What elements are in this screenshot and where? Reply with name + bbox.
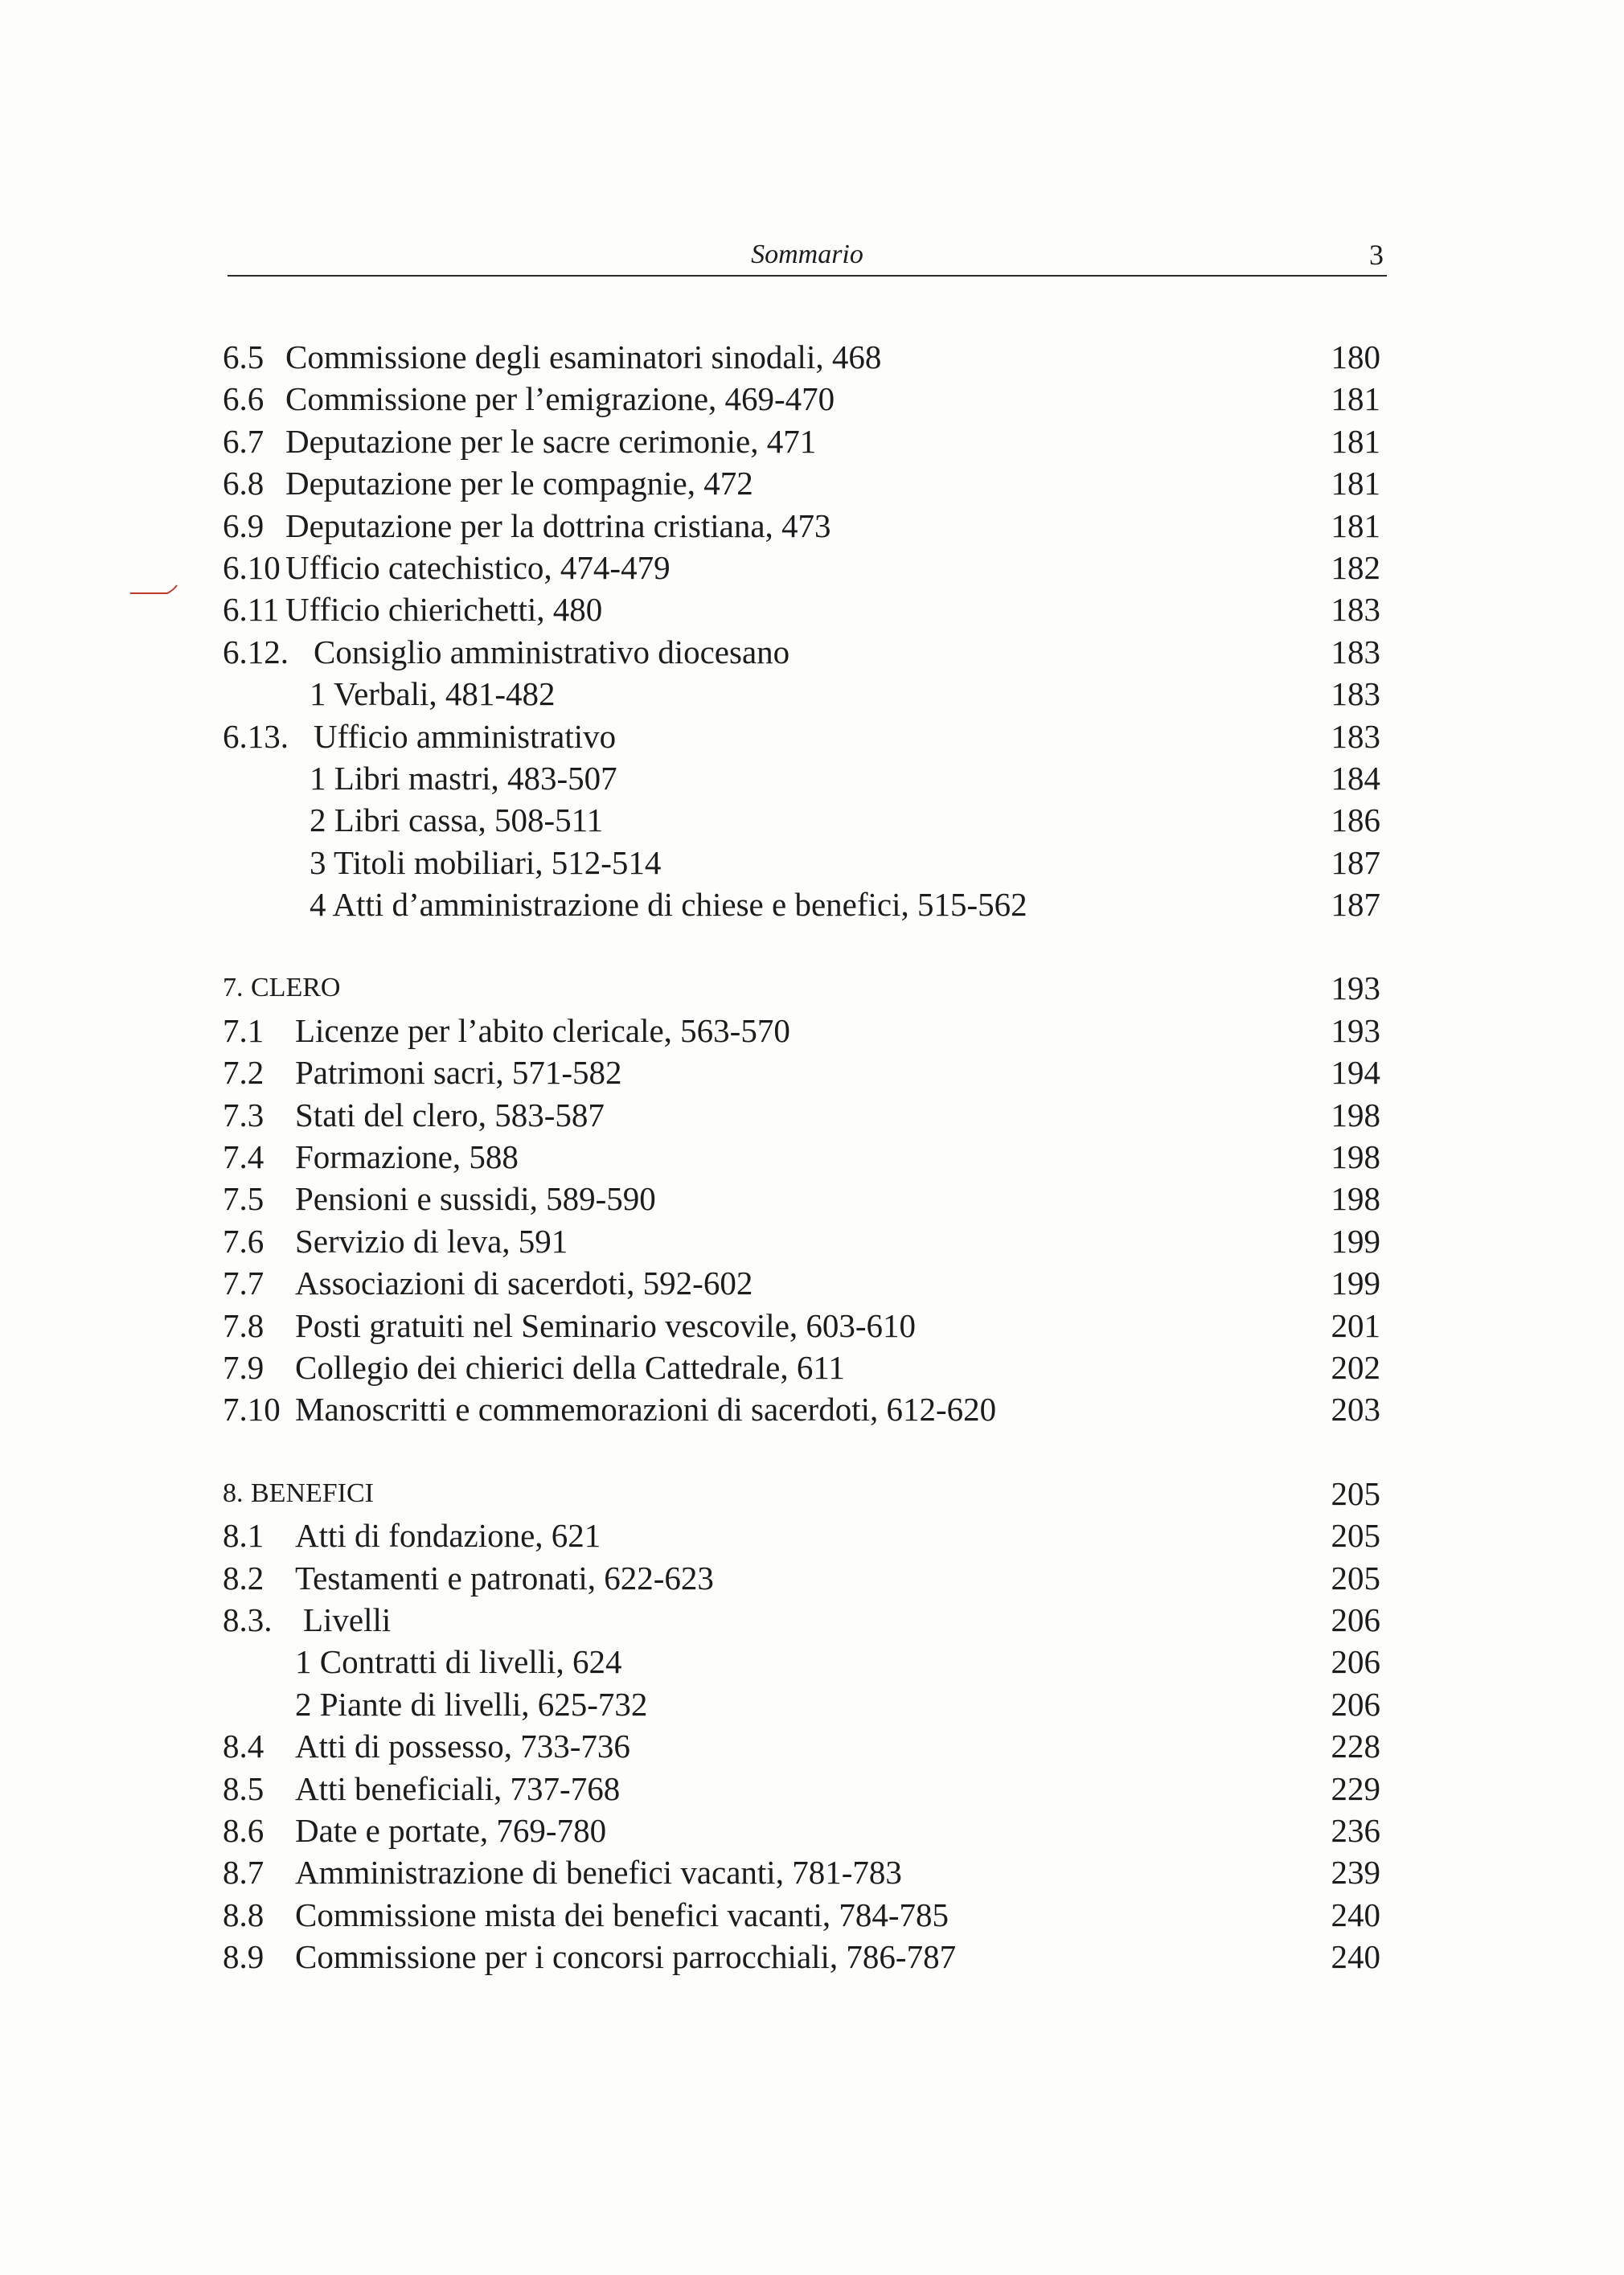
toc-page-number: 186 [1331, 801, 1380, 839]
toc-page-number: 205 [1331, 1474, 1380, 1512]
toc-entry [223, 420, 1380, 462]
toc-entry-title: Atti beneficiali, 737-768 [295, 1769, 621, 1807]
toc-entry [223, 1810, 1380, 1851]
toc-entry [223, 1178, 1380, 1219]
toc-page-number: 181 [1331, 465, 1380, 502]
toc-entry [223, 631, 1380, 673]
toc-section-heading [223, 967, 1380, 1009]
toc-page-number: 187 [1331, 843, 1380, 881]
toc-entry-number: 8.6 [223, 1811, 265, 1849]
toc-section-heading [223, 1473, 1380, 1515]
toc-entry-number: 7. [223, 973, 244, 1003]
toc-page-number: 181 [1331, 380, 1380, 418]
toc-entry-title: Atti di fondazione, 621 [295, 1517, 601, 1555]
toc-entry-number: 8. [223, 1478, 244, 1508]
toc-page-number: 183 [1331, 591, 1380, 629]
toc-entry-number: 7.5 [223, 1180, 265, 1218]
toc-entry-title: BENEFICI [251, 1478, 374, 1508]
toc-entry [223, 547, 1380, 588]
toc-entry-number: 7.9 [223, 1348, 265, 1386]
toc-page-number: 203 [1331, 1391, 1380, 1429]
toc-entry-title: Servizio di leva, 591 [295, 1222, 568, 1260]
section-spacer [223, 1431, 1380, 1473]
toc-entry-number: 6.6 [223, 380, 265, 418]
toc-entry-number: 7.8 [223, 1306, 265, 1344]
toc-entry [223, 462, 1380, 504]
toc-entry-title: Licenze per l’abito clericale, 563-570 [295, 1011, 790, 1049]
toc-page-number: 228 [1331, 1728, 1380, 1765]
toc-page-number: 198 [1331, 1180, 1380, 1218]
toc-entry [223, 1683, 1380, 1725]
toc-page-number: 236 [1331, 1811, 1380, 1849]
toc-entry-title: CLERO [251, 973, 341, 1003]
toc-entry [223, 715, 1380, 757]
toc-entry [223, 1305, 1380, 1347]
toc-entry [223, 378, 1380, 420]
toc-entry [223, 1220, 1380, 1262]
toc-entry-title: Livelli [303, 1601, 392, 1638]
toc-entry [223, 1094, 1380, 1136]
toc-page-number: 198 [1331, 1138, 1380, 1176]
toc-page-number: 193 [1331, 969, 1380, 1007]
toc-entry [223, 1851, 1380, 1893]
toc-entry-title: Associazioni di sacerdoti, 592-602 [295, 1265, 753, 1302]
toc-entry-number: 7.3 [223, 1096, 265, 1133]
toc-entry [223, 1388, 1380, 1430]
toc-page-number: 181 [1331, 506, 1380, 544]
toc-page-number: 202 [1331, 1348, 1380, 1386]
toc-entry-title: Ufficio chierichetti, 480 [285, 591, 603, 629]
toc-page-number: 240 [1331, 1896, 1380, 1933]
toc-entry [223, 588, 1380, 630]
toc-entry-number: 7.1 [223, 1011, 265, 1049]
toc-page-number: 183 [1331, 675, 1380, 713]
margin-pen-mark-icon [129, 584, 178, 598]
header-page-number: 3 [1369, 239, 1384, 271]
toc-page-number: 193 [1331, 1011, 1380, 1049]
toc-entry [223, 1347, 1380, 1388]
toc-page-number: 240 [1331, 1938, 1380, 1976]
toc-entry [223, 1515, 1380, 1556]
toc-entry [223, 842, 1380, 883]
section-spacer [223, 925, 1380, 967]
toc-entry [223, 1599, 1380, 1641]
toc-entry [223, 757, 1380, 799]
toc-entry [223, 1010, 1380, 1051]
toc-page-number: 194 [1331, 1054, 1380, 1092]
toc-entry [223, 799, 1380, 841]
toc-page-number: 199 [1331, 1222, 1380, 1260]
toc-entry [223, 1051, 1380, 1093]
toc-page-number: 182 [1331, 548, 1380, 586]
toc-entry-number: 7.4 [223, 1138, 265, 1176]
toc-page-number: 180 [1331, 338, 1380, 375]
toc-entry [223, 1894, 1380, 1936]
toc-entry-title: Deputazione per la dottrina cristiana, 473 [285, 506, 831, 544]
toc-entry [223, 1768, 1380, 1810]
toc-entry-title: 1 Libri mastri, 483-507 [310, 759, 617, 797]
toc-page-number: 205 [1331, 1517, 1380, 1555]
toc-entry-number: 6.13. [223, 717, 289, 755]
toc-entry-title: 4 Atti d’amministrazione di chiese e benefici, 515-562 [310, 886, 1027, 924]
toc-page-number: 239 [1331, 1854, 1380, 1892]
toc-entry-title: Deputazione per le compagnie, 472 [285, 465, 753, 502]
toc-entry-title: Atti di possesso, 733-736 [295, 1728, 630, 1765]
toc-entry-title: Posti gratuiti nel Seminario vescovile, 603-610 [295, 1306, 917, 1344]
toc-entry-title: Consiglio amministrativo diocesano [314, 633, 790, 670]
toc-entry-title: Collegio dei chierici della Cattedrale, 611 [295, 1348, 845, 1386]
toc-page-number: 206 [1331, 1685, 1380, 1723]
toc-entry-title: Commissione per l’emigrazione, 469-470 [285, 380, 835, 418]
toc-entry-number: 8.8 [223, 1896, 265, 1933]
toc-entry-title: Ufficio amministrativo [314, 717, 617, 755]
toc-entry-number: 8.9 [223, 1938, 265, 1976]
toc-entry-title: 1 Contratti di livelli, 624 [295, 1643, 622, 1681]
toc-entry-title: 2 Piante di livelli, 625-732 [295, 1685, 648, 1723]
toc-entry [223, 883, 1380, 925]
toc-entry-number: 6.12. [223, 633, 289, 670]
toc-entry-number: 6.7 [223, 422, 265, 460]
toc-entry-title: 3 Titoli mobiliari, 512-514 [310, 843, 662, 881]
toc-entry-number: 7.6 [223, 1222, 265, 1260]
toc-page-number: 198 [1331, 1096, 1380, 1133]
toc-entry [223, 336, 1380, 378]
toc-entry-title: Commissione per i concorsi parrocchiali, 786-787 [295, 1938, 957, 1976]
toc-entry [223, 1936, 1380, 1978]
toc-entry [223, 1262, 1380, 1304]
toc-entry-title: Stati del clero, 583-587 [295, 1096, 605, 1133]
toc-entry [223, 505, 1380, 547]
toc-entry-title: Pensioni e sussidi, 589-590 [295, 1180, 656, 1218]
toc-entry-title: Date e portate, 769-780 [295, 1811, 607, 1849]
toc-entry-number: 7.7 [223, 1265, 265, 1302]
toc-entry-number: 8.2 [223, 1559, 265, 1597]
toc-entry [223, 1136, 1380, 1178]
toc-entry [223, 1641, 1380, 1683]
toc-entry-number: 6.10 [223, 548, 281, 586]
toc-entry-title: 1 Verbali, 481-482 [310, 675, 556, 713]
toc-page-number: 181 [1331, 422, 1380, 460]
toc-entry-number: 8.7 [223, 1854, 265, 1892]
table-of-contents [223, 336, 1380, 1978]
toc-entry-title: Amministrazione di benefici vacanti, 781-783 [295, 1854, 902, 1892]
running-header [228, 235, 1387, 277]
toc-page-number: 206 [1331, 1643, 1380, 1681]
toc-entry-title: Patrimoni sacri, 571-582 [295, 1054, 622, 1092]
toc-page-number: 183 [1331, 633, 1380, 670]
toc-entry-number: 6.5 [223, 338, 265, 375]
toc-entry-number: 8.3. [223, 1601, 273, 1638]
toc-entry [223, 1557, 1380, 1599]
toc-page-number: 183 [1331, 717, 1380, 755]
toc-entry [223, 1725, 1380, 1767]
toc-page-number: 229 [1331, 1769, 1380, 1807]
toc-entry-number: 8.4 [223, 1728, 265, 1765]
toc-entry-number: 6.8 [223, 465, 265, 502]
toc-entry-title: Manoscritti e commemorazioni di sacerdoti, 612-620 [295, 1391, 997, 1429]
toc-page-number: 201 [1331, 1306, 1380, 1344]
toc-entry-title: 2 Libri cassa, 508-511 [310, 801, 604, 839]
toc-entry-title: Deputazione per le sacre cerimonie, 471 [285, 422, 817, 460]
header-title: Sommario [751, 240, 863, 269]
toc-page-number: 206 [1331, 1601, 1380, 1638]
toc-entry-title: Commissione degli esaminatori sinodali, 468 [285, 338, 882, 375]
toc-entry-title: Ufficio catechistico, 474-479 [285, 548, 671, 586]
toc-entry-number: 8.5 [223, 1769, 265, 1807]
toc-page-number: 205 [1331, 1559, 1380, 1597]
toc-page-number: 184 [1331, 759, 1380, 797]
toc-entry-title: Commissione mista dei benefici vacanti, 784-785 [295, 1896, 949, 1933]
toc-page-number: 199 [1331, 1265, 1380, 1302]
toc-entry-number: 7.10 [223, 1391, 281, 1429]
toc-entry-number: 8.1 [223, 1517, 265, 1555]
toc-entry-number: 6.9 [223, 506, 265, 544]
toc-entry-number: 6.11 [223, 591, 280, 629]
toc-entry-title: Formazione, 588 [295, 1138, 519, 1176]
toc-entry [223, 673, 1380, 715]
toc-entry-number: 7.2 [223, 1054, 265, 1092]
toc-page-number: 187 [1331, 886, 1380, 924]
toc-entry-title: Testamenti e patronati, 622-623 [295, 1559, 714, 1597]
